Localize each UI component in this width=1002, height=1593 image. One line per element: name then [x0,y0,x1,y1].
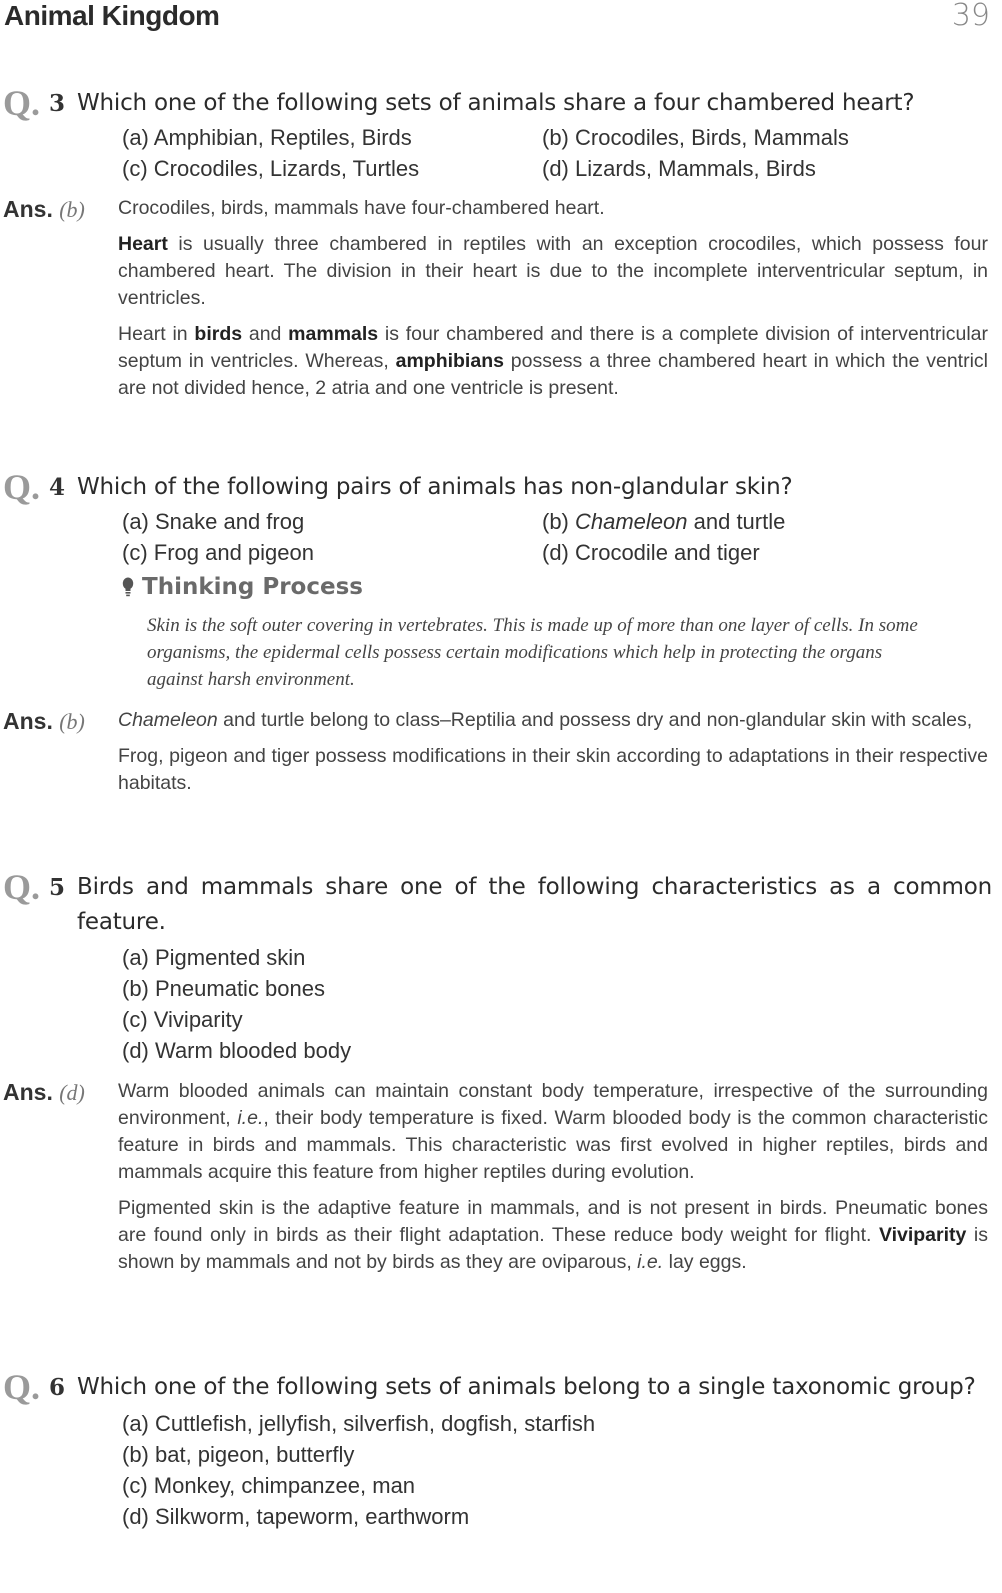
answer-paragraph: Chameleon and turtle belong to class–Reptilia and possess dry and non-glandular skin with scales, [118,709,973,731]
options [122,1408,1002,1532]
lightbulb-icon [122,577,134,597]
question-5 [0,867,1002,1285]
question-marker: Q. [3,467,41,507]
option-b [542,506,982,537]
chapter-title: Animal Kingdom [4,0,220,31]
answer-paragraph: Warm blooded animals can maintain constant body temperature, irrespective of the surrounding environment, i.e., their body temperature is fixed. Warm blooded body is the common characteristic feature in birds and mammals. This characteristic was first evolved in higher reptiles, birds and mammals acquire this feature from higher reptiles during evolution. [118,1080,988,1183]
answer-letter: (b) [59,197,85,222]
answer-paragraph: Heart is usually three chambered in reptiles with an exception crocodiles, which possess four chambered heart. The division in their heart is due to the incomplete interventricular septum, in ventricles. [118,233,988,309]
option-d: (d) Lizards, Mammals, Birds [542,156,816,181]
answer-body [118,707,988,806]
answer-paragraph: Frog, pigeon and tiger possess modifications in their skin according to adaptations in their respective habitats. [118,745,988,794]
option-c: (c) Frog and pigeon [122,540,314,565]
answer [0,195,1002,411]
question-text: Birds and mammals share one of the following characteristics as a common feature. [77,874,992,935]
option-a: (a) Pigmented skin [122,945,306,970]
thinking-process-text: Skin is the soft outer covering in vertebrates. This is made up of more than one layer of cells. In some organisms, the epidermal cells possess certain modifications which help in protecting the organs against harsh environment. [147,615,918,690]
ans-text: Ans. [3,1079,53,1105]
answer [0,707,1002,806]
question-marker: Q. [3,83,41,123]
question-stem [0,467,1002,507]
answer-label [0,1078,118,1107]
question-text: Which of the following pairs of animals has non-glandular skin? [77,474,793,500]
option-c: (c) Crocodiles, Lizards, Turtles [122,156,420,181]
options [122,506,1002,568]
option-b: (b) bat, pigeon, butterfly [122,1442,355,1467]
thinking-process-title: Thinking Process [142,574,363,600]
answer-paragraph: Crocodiles, birds, mammals have four-chambered heart. [118,197,605,219]
answer-body [118,195,988,411]
question-text: Which one of the following sets of animals belong to a single taxonomic group? [77,1374,976,1400]
question-marker: Q. [3,867,41,907]
option-d: (d) Warm blooded body [122,1038,352,1063]
question-text: Which one of the following sets of animals share a four chambered heart? [77,90,915,116]
question-6 [0,1367,1002,1532]
option-c: (c) Monkey, chimpanzee, man [122,1473,416,1498]
answer [0,1078,1002,1285]
option-b: (b) Crocodiles, Birds, Mammals [542,125,849,150]
question-3 [0,83,1002,411]
option-d: (d) Crocodile and tiger [542,540,760,565]
option-a: (a) Cuttlefish, jellyfish, silverfish, dogfish, starfish [122,1411,596,1436]
thinking-process-heading [122,574,1002,600]
answer-paragraph: Pigmented skin is the adaptive feature in mammals, and is not present in birds. Pneumatic bones are found only in birds as their flight adaptation. These reduce body weight for flight. Viviparity is shown by mammals and not by birds as they are oviparous, i.e. lay eggs. [118,1197,988,1273]
question-number: 3 [49,90,66,117]
question-number: 6 [49,1374,66,1401]
answer-letter: (d) [59,1080,85,1105]
answer-label [0,195,118,224]
options [122,942,1002,1066]
question-stem [0,1367,1002,1407]
question-number: 4 [49,474,66,501]
ans-text: Ans. [3,708,53,734]
answer-label [0,707,118,736]
page-number: 39 [951,0,990,33]
answer-paragraph: Heart in birds and mammals is four chambered and there is a complete division of interventricular septum in ventricles. Whereas, amphibians possess a three chambered heart in which the ventricl are not divided hence, 2 atria and one ventricle is present. [118,323,989,399]
question-number: 5 [49,874,66,901]
answer-body [118,1078,988,1285]
options [122,122,1002,184]
option-a: (a) Snake and frog [122,509,305,534]
answer-letter: (b) [59,709,85,734]
question-4 [0,467,1002,806]
option-a: (a) Amphibian, Reptiles, Birds [122,125,412,150]
question-stem [0,83,1002,123]
option-d: (d) Silkworm, tapeworm, earthworm [122,1504,470,1529]
option-b: (b) Pneumatic bones [122,976,325,1001]
question-stem [0,867,1002,940]
question-marker: Q. [3,1367,41,1407]
option-c: (c) Viviparity [122,1007,243,1032]
option-b-text: (b) Chameleon and turtle [542,509,786,534]
ans-text: Ans. [3,196,53,222]
